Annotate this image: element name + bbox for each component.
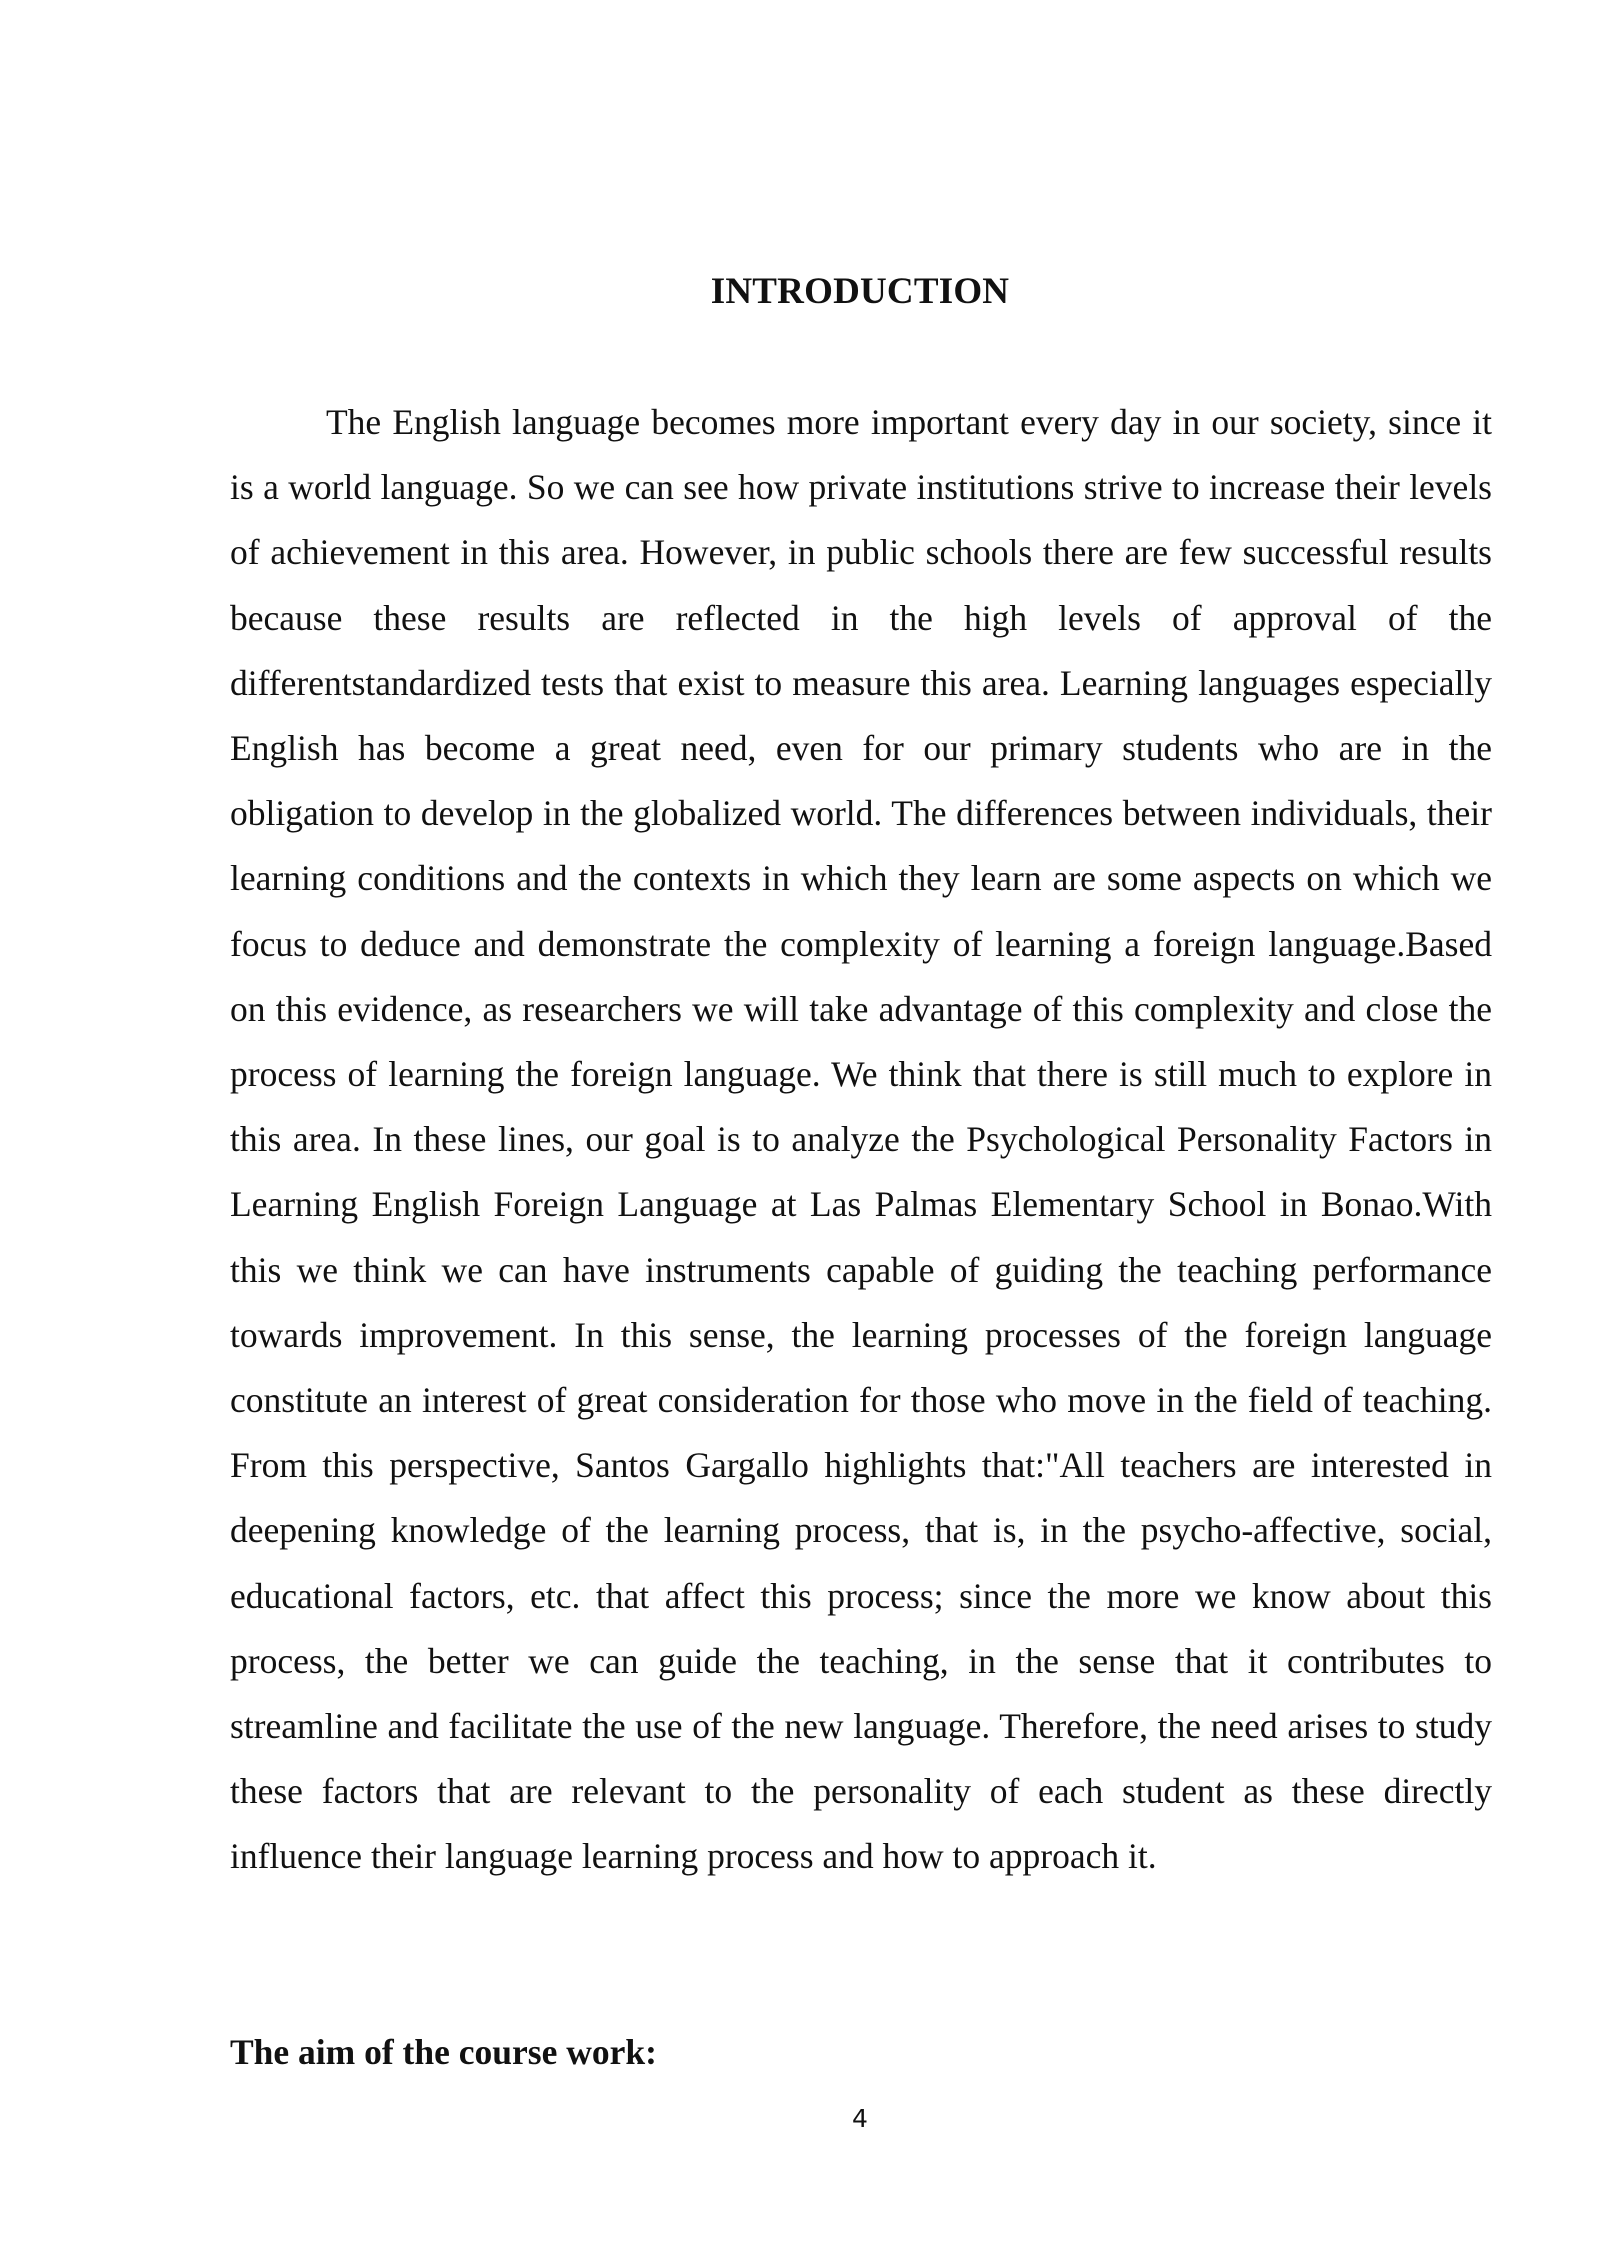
aim-subheading: The aim of the course work: bbox=[230, 2032, 657, 2072]
page-number: 4 bbox=[852, 2104, 868, 2133]
introduction-paragraph: The English language becomes more important every day in our society, since it is a world language. So we can see how private institutions strive to increase their levels of achievement in this area. However, in public schools there are few successful results because these results are reflected in the high levels of approval of the differentstandardized tests that exist to measure this area. Learning languages especially English has become a great need, even for our primary students who are in the obligation to develop in the globalized world. The differences between individuals, their learning conditions and the contexts in which they learn are some aspects on which we focus to deduce and demonstrate the complexity of learning a foreign language.Based on this evidence, as researchers we will take advantage of this complexity and close the process of learning the foreign language. We think that there is still much to explore in this area. In these lines, our goal is to analyze the Psychological Personality Factors in Learning English Foreign Language at Las Palmas Elementary School in Bonao.With this we think we can have instruments capable of guiding the teaching performance towards improvement. In this sense, the learning processes of the foreign language constitute an interest of great consideration for those who move in the field of teaching. From this perspective, Santos Gargallo highlights that:"All teachers are interested in deepening knowledge of the learning process, that is, in the psycho-affective, social, educational factors, etc. that affect this process; since the more we know about this process, the better we can guide the teaching, in the sense that it contributes to streamline and facilitate the use of the new language. Therefore, the need arises to study these factors that are relevant to the personality of each student as these directly influence their language learning process and how to approach it. bbox=[230, 402, 1492, 1877]
section-heading: INTRODUCTION bbox=[710, 271, 1010, 312]
